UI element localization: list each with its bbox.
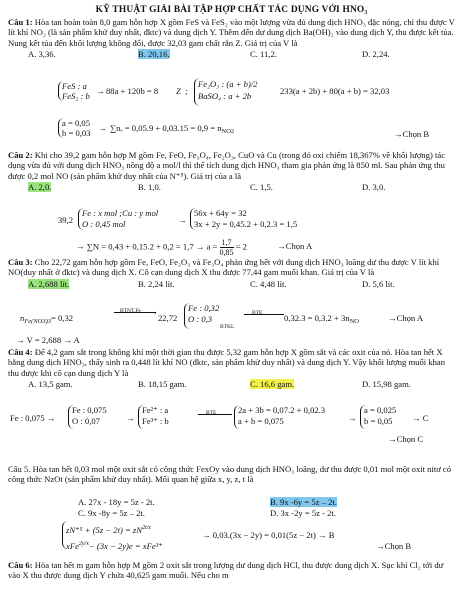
q3-option-b: B. 2,24 lít. [138, 278, 175, 289]
q1-sol-arrow: → [96, 86, 105, 96]
q5-option-c: C. 9x -8y = 5z – 2t. [78, 508, 145, 518]
q1-sol-z: Z [176, 86, 181, 96]
q4-sol-fe2: Fe²⁺ : a [142, 405, 169, 415]
q2-sol-frac-den: 0,85 [219, 248, 234, 257]
q3-sol-fe: Fe : 0,32 [188, 303, 220, 313]
page-title: KỸ THUẬT GIẢI BÀI TẬP HỢP CHẤT TÁC DỤNG VỚI HNO₃ [95, 5, 368, 15]
q3-option-d: D. 5,6 lít. [362, 278, 395, 289]
question-1-solution-2: a = 0,05 b = 0,03 → $\sum n_e = 0,05.9 + 0,03.15 = 0,9 = n_{NO2}$ →Chọn B [58, 118, 458, 142]
q3-sol-mass: 22,72 [158, 313, 178, 323]
q4-sol-fe-total: Fe : 0,075 → [10, 413, 56, 423]
question-3 [8, 257, 456, 289]
q1-option-a: A. 3,36. [28, 49, 56, 60]
q4-sol-fe: Fe : 0,075 [72, 405, 107, 415]
q2-sol-eq1: 56x + 64y = 32 [194, 208, 247, 218]
q3-option-c: C. 4,48 lít. [250, 278, 287, 289]
q4-sol-a: a = 0,025 [364, 405, 397, 415]
q1-sol-a-value: a = 0,05 [62, 118, 90, 128]
question-5-label: Câu 5. [8, 464, 31, 474]
q4-option-d: D. 15,98 gam. [362, 379, 411, 390]
q3-sol-result: → V = 2,688 → A [16, 335, 80, 345]
question-4-options [28, 379, 456, 389]
q3-sol-n-fe-nitrate: $n_{Fe(NO3)3}= 0,32$ [20, 313, 74, 325]
q4-option-b: B. 18,15 gam. [138, 379, 187, 390]
q5-sol-n-half: $zN^{+5} + (5z - 2t) = zN^{2t/z}$ [66, 525, 151, 535]
q1-choose: →Chọn B [394, 129, 430, 139]
question-6-label: Câu 6: [8, 560, 33, 570]
q3-option-a: A. 2,688 lít. [28, 278, 70, 289]
q4-sol-o: O : 0,07 [72, 416, 100, 426]
question-6-text: Câu 6: Hòa tan hết m gam hỗn hợp M gồm 2 oxit sắt trong lượng dư dung dịch HCl, thu được dung dịch X. Sục khí Cl₂ tới dư vào X thu được dung dịch Y chứa 40,625 gam muối. Nếu cho m [8, 560, 444, 581]
q4-arrow [198, 414, 232, 415]
question-1-options [28, 49, 456, 59]
question-1 [8, 17, 456, 60]
question-4-solution: Fe : 0,075 → Fe : 0,075 O : 0,07 → Fe²⁺ : a Fe³⁺ : b BTE 2a + 3b = 0,07.2 + 0,02.3 a + b = 0,075 → a = 0,025 b = 0,05 → C →Chọn C [10, 405, 429, 444]
question-4 [8, 347, 456, 390]
q4-sol-b: b = 0,05 [364, 416, 393, 426]
question-2 [8, 150, 456, 193]
q4-sol-eq1: 2a + 3b = 0,07.2 + 0,02.3 [238, 405, 326, 415]
q2-sol-o: O : 0,45 mol [82, 219, 126, 229]
q1-sol-fes2: FeS₂ : b [62, 91, 90, 101]
q2-option-d: D. 3,0. [362, 182, 386, 193]
q3-label-btkl: BTKL [220, 324, 235, 330]
question-5-solution [62, 521, 462, 553]
q1-sol-mass-eq: 88a + 120b = 8 [106, 86, 159, 96]
q3-sol-electron-eq: $0,32.3 = 0,3.2 + 3n_{NO}$ [284, 313, 359, 325]
q5-option-b: B. 9x -6y = 5z – 2t. [270, 497, 337, 507]
question-3-text: Câu 3: Cho 22,72 gam hỗn hợp gồm Fe, FeO, Fe₂O₃ và Fe₃O₄ phản ứng hết với dung dịch HNO₃ loãng dư thu được V lít khí NO(duy nhất ở đktc) và dung dịch X. Cô cạn dung dịch X thu được 77,44 gam muối khan. Giá trị của V là [8, 257, 440, 278]
q4-label-bte: BTE [206, 410, 217, 416]
q2-sol-eq2: 3x + 2y = 0,45.2 + 0,2.3 = 1,5 [194, 219, 298, 229]
q4-sol-result: → C [412, 413, 429, 423]
question-4-text: Câu 4: Để 4,2 gam sắt trong không khí một thời gian thu được 5,32 gam hỗn hợp X gồm sắt và các oxit của nó. Hòa tan hết X bằng dung dịch HNO₃, thấy sinh ra 0,448 lít khí NO (đktc, sản phẩm khử duy nhất) và dung dịch Y. Vậy khối lượng muối khan thu được khi cô cạn dung dịch Y là [8, 347, 446, 378]
q5-option-d: D. 3x -2y = 5z - 2t. [270, 508, 336, 518]
question-1-label: Câu 1: [8, 17, 33, 27]
q2-option-b: B. 1,0. [138, 182, 161, 193]
q4-option-c: C. 16,6 gam. [250, 379, 295, 390]
question-6 [8, 560, 456, 581]
q1-sol-b-value: b = 0,03 [62, 128, 91, 138]
q3-arrow-2 [244, 314, 284, 315]
question-2-options [28, 182, 456, 192]
question-5 [8, 464, 456, 485]
q4-option-a: A. 13,5 gam. [28, 379, 73, 390]
q4-sol-fe3: Fe³⁺ : b [142, 416, 169, 426]
q1-sol-baso4: BaSO₄ : a + 2b [198, 91, 252, 101]
q1-sol-fes: FeS : a [62, 81, 87, 91]
question-5-text: Câu 5. Hòa tan hết 0,03 mol một oxit sắt có công thức FexOy vào dung dịch HNO₃ loãng, dư thu được 0,01 mol một oxit nitơ có công thức NzOt (sản phẩm khử duy nhất). Mối quan hệ giữa x, y, z, t là [8, 464, 452, 485]
q4-sol-eq2: a + b = 0,075 [238, 416, 284, 426]
q2-sol-n-sum: → ∑N = 0,43 + 0,15.2 + 0,2 = 1,7 → a = $\frac{1,7}{0,85}$ = 2 →Chọn A [76, 238, 313, 257]
q2-sol-fe-cu: Fe : x mol ;Cu : y mol [82, 208, 159, 218]
q3-label-btnt: BTNT.Fe [120, 308, 141, 314]
q1-sol-fe2o3: Fe₂O₃ : (a + b)/2 [198, 79, 258, 89]
q1-sol-z-eq: 233(a + 2b) + 80(a + b) = 32,03 [280, 86, 390, 96]
question-2-label: Câu 2: [8, 150, 33, 160]
q3-sol-o: O : 0,3 [188, 314, 213, 324]
q4-choose: →Chọn C [388, 434, 424, 444]
q3-label-bte: BTE [252, 310, 263, 316]
q1-option-d: D. 2,24. [362, 49, 390, 60]
q3-arrow-1 [114, 312, 156, 313]
question-2-text: Câu 2: Khi cho 39,2 gam hỗn hợp M gồm Fe, FeO, Fe₃O₄, Fe₂O₃, CuO và Cu (trong đó oxi chiếm 18,367% về khối lượng) tác dụng vừa đủ với dung dịch HNO₃ nồng độ a mol/l thì thể tích dung dịch HNO₃ tham gia phản ứng là 850 ml. Sau phản ứng thu được 0,2 mol NO (sản phẩm khử duy nhất của N⁺⁵). Giá trị của a là [8, 150, 446, 181]
q1-option-c: C. 11,2. [250, 49, 277, 60]
q5-choose: →Chọn B [376, 541, 412, 551]
q2-choose: →Chọn A [277, 241, 313, 252]
question-2-solution: 39,2 Fe : x mol ;Cu : y mol O : 0,45 mol → 56x + 64y = 32 3x + 2y = 0,45.2 + 0,2.3 = 1,5 → ∑N = 0,43 + 0,15.2 + 0,2 = 1,7 → a = $\frac{1,7}{0,85}$ = 2 →Chọn A [58, 208, 313, 257]
q2-option-a: A. 2,0. [28, 182, 52, 193]
question-4-label: Câu 4: [8, 347, 33, 357]
question-1-text: Câu 1: Hòa tan hoàn toàn 8,0 gam hỗn hợp X gồm FeS và FeS₂ vào một lượng vừa đủ dung dịch HNO₃ đặc nóng, chỉ thu được V lít khí NO₂ (là sản phẩm khử duy nhất, đktc) và dung dịch Y. Thêm đến dư dung dịch Ba(OH)₂ vào dung dịch Y, thu được kết tủa. Nung kết tủa đến khối lượng không đổi, được 32,03 gam chất rắn Z. Giá trị của V là [8, 17, 455, 48]
question-3-options [28, 279, 456, 289]
question-5-options [78, 497, 458, 519]
q5-option-a: A. 27x - 18y = 5z - 2t. [78, 497, 155, 507]
question-3-solution: $n_{Fe(NO3)3}= 0,32$ BTNT.Fe › 22,72 Fe : 0,32 O : 0,3 BTKL BTE $0,32.3 = 0,3.2 + 3n_{NO}$ →Chọn A → V = 2,688 → A [16, 303, 424, 345]
q5-sol-result: → 0,03.(3x − 2y) = 0,01(5z − 2t) → B [202, 530, 335, 540]
q2-sol-frac-num: 1,7 [221, 238, 232, 247]
q2-option-c: C. 1,5. [250, 182, 273, 193]
q2-sol-mass: 39,2 [58, 215, 74, 225]
q1-option-b: B. 20,16. [138, 49, 170, 60]
q3-choose: →Chọn A [388, 313, 424, 323]
question-1-solution-1: FeS : a FeS₂ : b → 88a + 120b = 8 Z ; Fe₂O₃ : (a + b)/2 BaSO₄ : a + 2b 233(a + 2b) + 80(a + b) = 32,03 [58, 79, 458, 119]
q5-sol-fe-half: xFe$^{2y/x}$− (3x − 2y)e = xFe³⁺ [66, 541, 163, 551]
q1-sol-electron-sum: $\sum n_e = 0,05.9 + 0,03.15 = 0,9 = n_{NO2}$ [110, 123, 235, 135]
question-3-label: Câu 3: [8, 257, 33, 267]
